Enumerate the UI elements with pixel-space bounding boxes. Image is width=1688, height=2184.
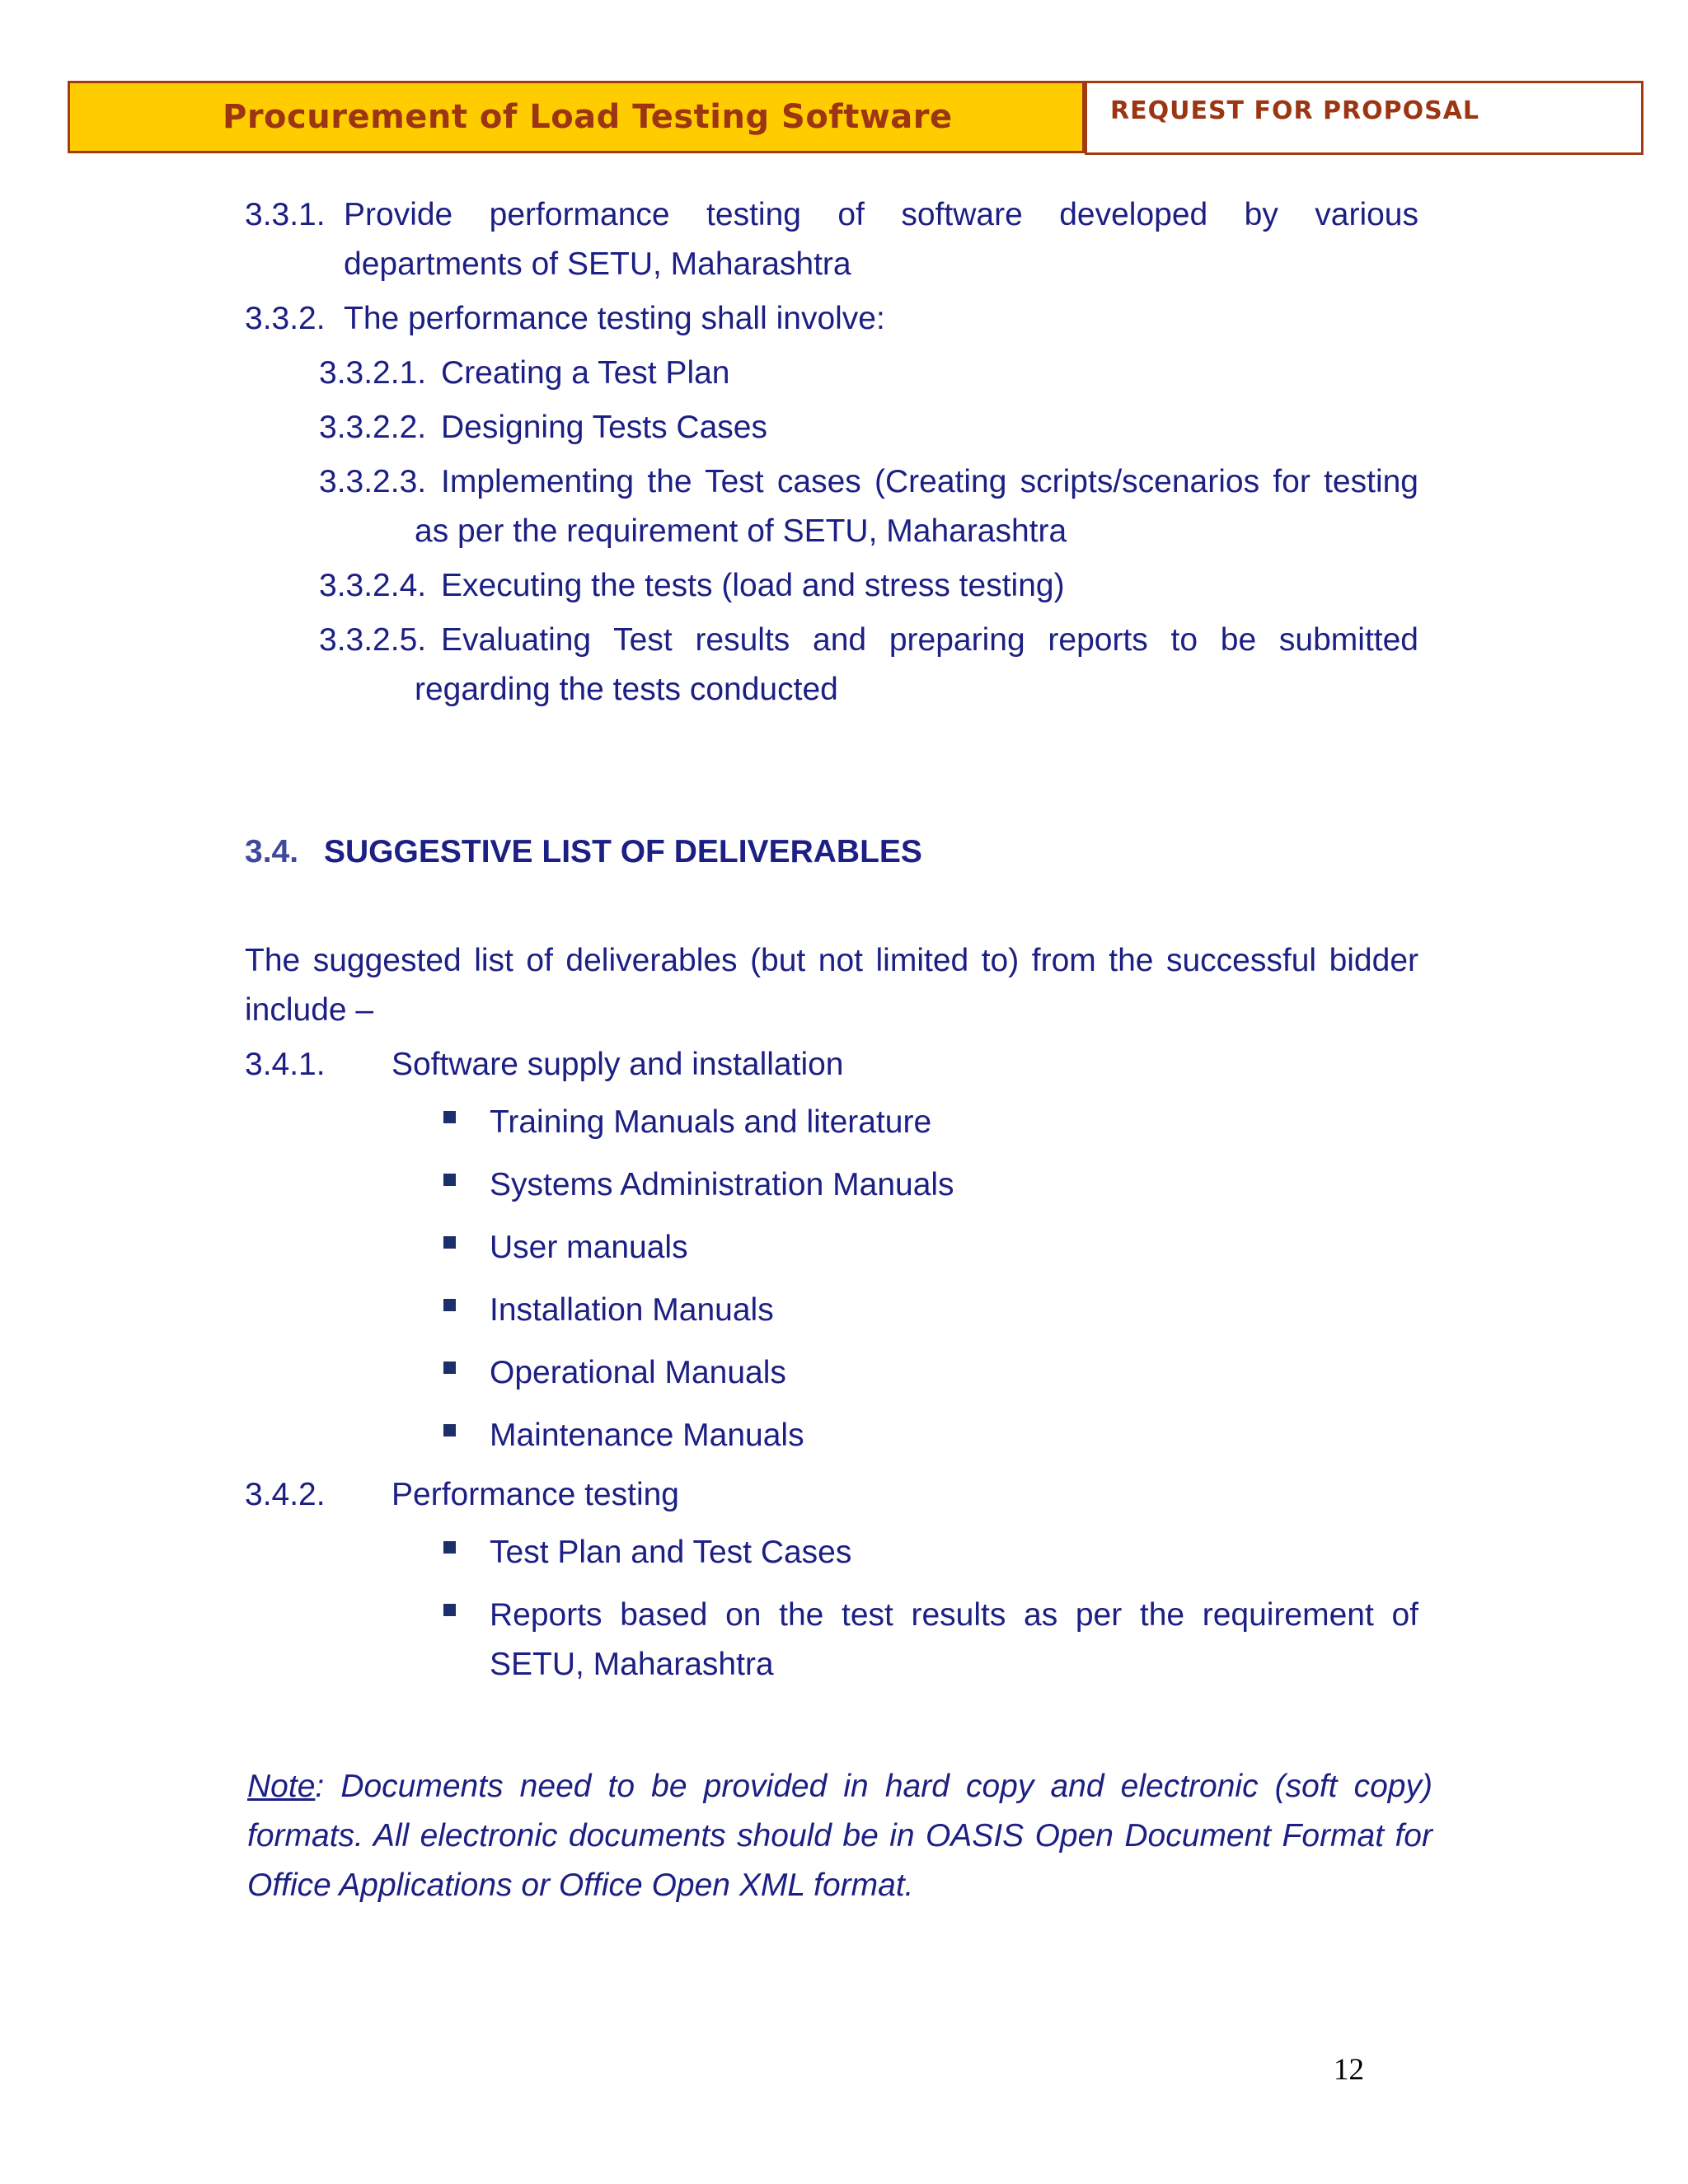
list-item: Training Manuals and literature — [490, 1104, 932, 1140]
subitem-number: 3.3.2.3. — [319, 464, 427, 499]
subitem-text: Designing Tests Cases — [441, 410, 767, 445]
page-number: 12 — [1334, 2053, 1364, 2087]
intro-line1: The suggested list of deliverables (but not limited to) from the successful bidder — [245, 943, 1418, 978]
square-bullet-icon — [443, 1111, 456, 1123]
square-bullet-icon — [443, 1236, 456, 1249]
subitem-number: 3.3.2.2. — [319, 410, 427, 445]
list-item: Installation Manuals — [490, 1292, 774, 1328]
item-number-3-3-2: 3.3.2. — [245, 301, 326, 336]
note-text: : Documents need to be provided in hard copy and electronic (soft copy) formats. All electronic documents should be in OASIS Open Document Format for Office Applications or Office Open XML format. — [247, 1769, 1432, 1903]
document-title: Procurement of Load Testing Software — [223, 98, 953, 136]
item-number-3-3-1: 3.3.1. — [245, 197, 326, 232]
list-item: Test Plan and Test Cases — [490, 1535, 852, 1570]
list-item: User manuals — [490, 1230, 688, 1265]
list-item-line1: Reports based on the test results as per the requirement of — [490, 1597, 1418, 1633]
subitem-number: 3.3.2.5. — [319, 622, 427, 658]
item-3-4-2-text: Performance testing — [392, 1477, 680, 1512]
item-number-3-4-1: 3.4.1. — [245, 1047, 326, 1082]
subitem-text-line2: as per the requirement of SETU, Maharashtra — [415, 513, 1067, 549]
square-bullet-icon — [443, 1541, 456, 1554]
document-type: REQUEST FOR PROPOSAL — [1110, 96, 1480, 125]
list-item-line2: SETU, Maharashtra — [490, 1647, 774, 1682]
subitem-text-line1: Evaluating Test results and preparing reports to be submitted — [441, 622, 1418, 658]
list-item: Operational Manuals — [490, 1355, 786, 1390]
header-title-box — [68, 81, 1085, 153]
square-bullet-icon — [443, 1424, 456, 1436]
section-title-3-4: SUGGESTIVE LIST OF DELIVERABLES — [324, 834, 922, 869]
list-item: Systems Administration Manuals — [490, 1167, 954, 1202]
intro-line2: include – — [245, 992, 374, 1028]
subitem-number: 3.3.2.1. — [319, 355, 427, 391]
note-paragraph — [247, 1762, 1432, 1910]
square-bullet-icon — [443, 1174, 456, 1186]
item-number-3-4-2: 3.4.2. — [245, 1477, 326, 1512]
subitem-text: Creating a Test Plan — [441, 355, 730, 391]
section-number-3-4: 3.4. — [245, 834, 299, 869]
item-3-3-2-text: The performance testing shall involve: — [344, 301, 885, 336]
subitem-number: 3.3.2.4. — [319, 568, 427, 603]
item-3-3-1-line1: Provide performance testing of software developed by various — [344, 197, 1418, 232]
subitem-text-line1: Implementing the Test cases (Creating scripts/scenarios for testing — [441, 464, 1418, 499]
note-label: Note — [247, 1769, 316, 1804]
subitem-text-line2: regarding the tests conducted — [415, 672, 838, 707]
list-item: Maintenance Manuals — [490, 1418, 804, 1453]
subitem-text: Executing the tests (load and stress testing) — [441, 568, 1065, 603]
item-3-3-1-line2: departments of SETU, Maharashtra — [344, 246, 851, 282]
header-doctype-box — [1085, 81, 1643, 155]
square-bullet-icon — [443, 1299, 456, 1311]
square-bullet-icon — [443, 1361, 456, 1374]
item-3-4-1-text: Software supply and installation — [392, 1047, 844, 1082]
square-bullet-icon — [443, 1604, 456, 1616]
